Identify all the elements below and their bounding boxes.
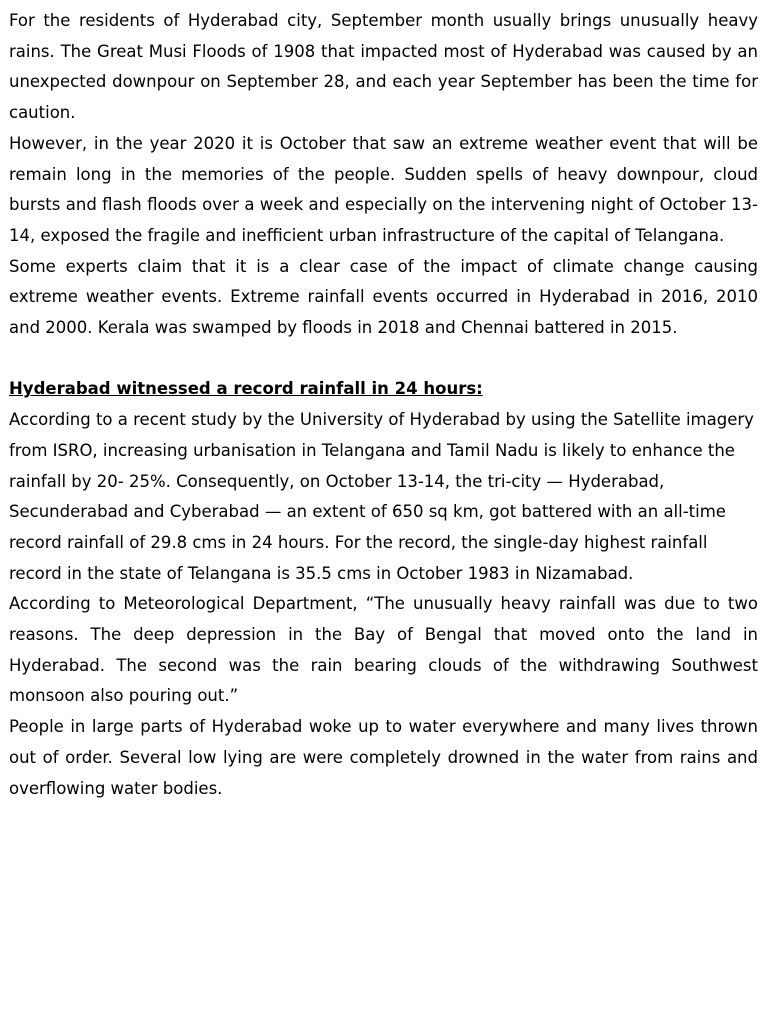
paragraph-october-2020: However, in the year 2020 it is October that saw an extreme weather event that will be remain long in the memories of the people. Sudden spells of heavy downpour, cloud bursts and flash floods over a week and especially on the intervening night of October 13-14, exposed the fragile and inefficient urban infrastructure of the capital of Telangana. bbox=[9, 133, 758, 245]
paragraph-musi-floods: For the residents of Hyderabad city, September month usually brings unusually heavy rains. The Great Musi Floods of 1908 that impacted most of Hyderabad was caused by an unexpected downpour on September 28, and each year September has been the time for caution. bbox=[9, 11, 758, 123]
paragraph-meteorological-department: According to Meteorological Department, “The unusually heavy rainfall was due to two reasons. The deep depression in the Bay of Bengal that moved onto the land in Hyderabad. The second was the rain bearing clouds of the withdrawing Southwest monsoon also pouring out.” bbox=[9, 594, 758, 706]
section-heading: Hyderabad witnessed a record rainfall in 24 hours: bbox=[9, 379, 483, 399]
paragraph-people-affected: People in large parts of Hyderabad woke up to water everywhere and many lives thrown out of order. Several low lying are were completely drowned in the water from rains and overflowing water bodies. bbox=[9, 717, 758, 798]
paragraph-climate-change: Some experts claim that it is a clear case of the impact of climate change causing extreme weather events. Extreme rainfall events occurred in Hyderabad in 2016, 2010 and 2000. Kerala was swamped by floods in 2018 and Chennai battered in 2015. bbox=[9, 256, 758, 338]
paragraph-urbanisation-study: According to a recent study by the University of Hyderabad by using the Satellite imagery from ISRO, increasing urbanisation in Telangana and Tamil Nadu is likely to enhance the rainfall by 20- 25%. Consequently, on October 13-14, the tri-city — Hyderabad, Secunderabad and Cyberabad — an extent of 650 sq km, got battered with an all-time record rainfall of 29.8 cms in 24 hours. For the record, the single-day highest rainfall record in the state of Telangana is 35.5 cms in October 1983 in Nizamabad. bbox=[9, 410, 754, 583]
document-page bbox=[9, 6, 758, 804]
